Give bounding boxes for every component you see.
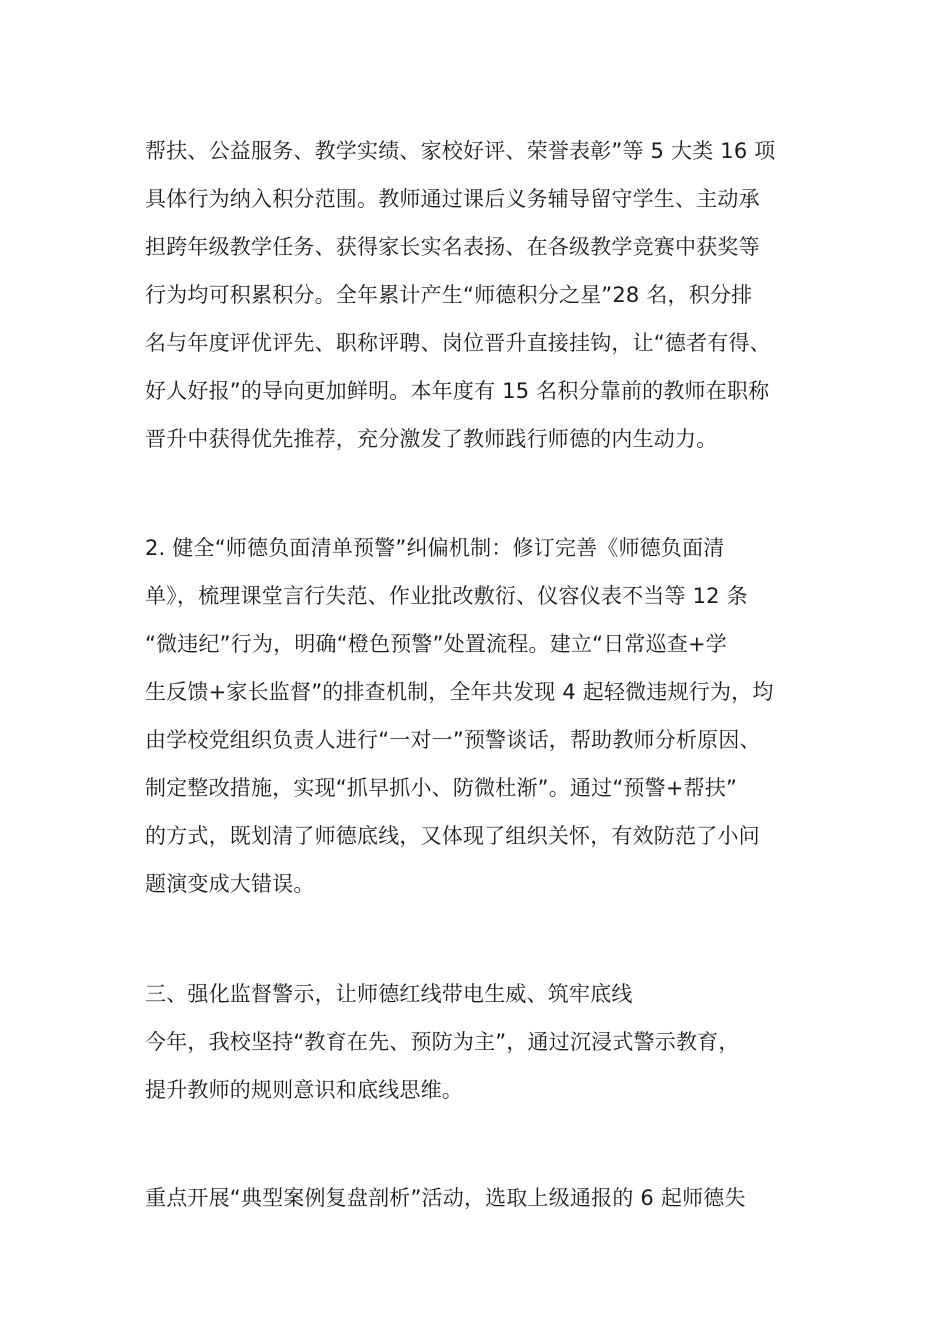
paragraph-1-line-2: 具体行为纳入积分范围。教师通过课后义务辅导留守学生、主动承 bbox=[145, 187, 760, 211]
paragraph-2-line-8: 题演变成大错误。 bbox=[145, 872, 315, 896]
paragraph-1-line-6: 好人好报”的导向更加鲜明。本年度有 15 名积分靠前的教师在职称 bbox=[145, 379, 770, 403]
paragraph-2-line-2: 单》，梳理课堂言行失范、作业批改敷衍、仪容仪表不当等 12 条 bbox=[145, 584, 748, 608]
paragraph-2-line-1: 2. 健全“师德负面清单预警”纠偏机制：修订完善《师德负面清 bbox=[145, 536, 725, 560]
paragraph-1-line-5: 名与年度评优评先、职称评聘、岗位晋升直接挂钩，让“德者有得、 bbox=[145, 331, 771, 355]
paragraph-3-line-2: 提升教师的规则意识和底线思维。 bbox=[145, 1078, 463, 1102]
paragraph-1-line-1: 帮扶、公益服务、教学实绩、家校好评、荣誉表彰”等 5 大类 16 项 bbox=[145, 139, 776, 163]
paragraph-2-line-7: 的方式，既划清了师德底线，又体现了组织关怀，有效防范了小问 bbox=[145, 824, 760, 848]
paragraph-1-line-4: 行为均可积累积分。全年累计产生“师德积分之星”28 名，积分排 bbox=[145, 283, 753, 307]
paragraph-3-line-1: 今年，我校坚持“教育在先、预防为主”，通过沉浸式警示教育， bbox=[145, 1030, 740, 1054]
paragraph-2-line-3: “微违纪”行为，明确“橙色预警”处置流程。建立“日常巡查+学 bbox=[145, 632, 727, 656]
paragraph-1-line-3: 担跨年级教学任务、获得家长实名表扬、在各级教学竞赛中获奖等 bbox=[145, 235, 760, 259]
paragraph-1-line-7: 晋升中获得优先推荐，充分激发了教师践行师德的内生动力。 bbox=[145, 427, 718, 451]
paragraph-4-line-1: 重点开展“典型案例复盘剖析”活动，选取上级通报的 6 起师德失 bbox=[145, 1186, 746, 1210]
section-heading-3: 三、强化监督警示，让师德红线带电生威、筑牢底线 bbox=[145, 982, 633, 1006]
paragraph-2-line-4: 生反馈+家长监督”的排查机制，全年共发现 4 起轻微违规行为，均 bbox=[145, 680, 774, 704]
paragraph-2-line-5: 由学校党组织负责人进行“一对一”预警谈话，帮助教师分析原因、 bbox=[145, 728, 761, 752]
paragraph-2-line-6: 制定整改措施，实现“抓早抓小、防微杜渐”。通过“预警+帮扶” bbox=[145, 776, 738, 800]
